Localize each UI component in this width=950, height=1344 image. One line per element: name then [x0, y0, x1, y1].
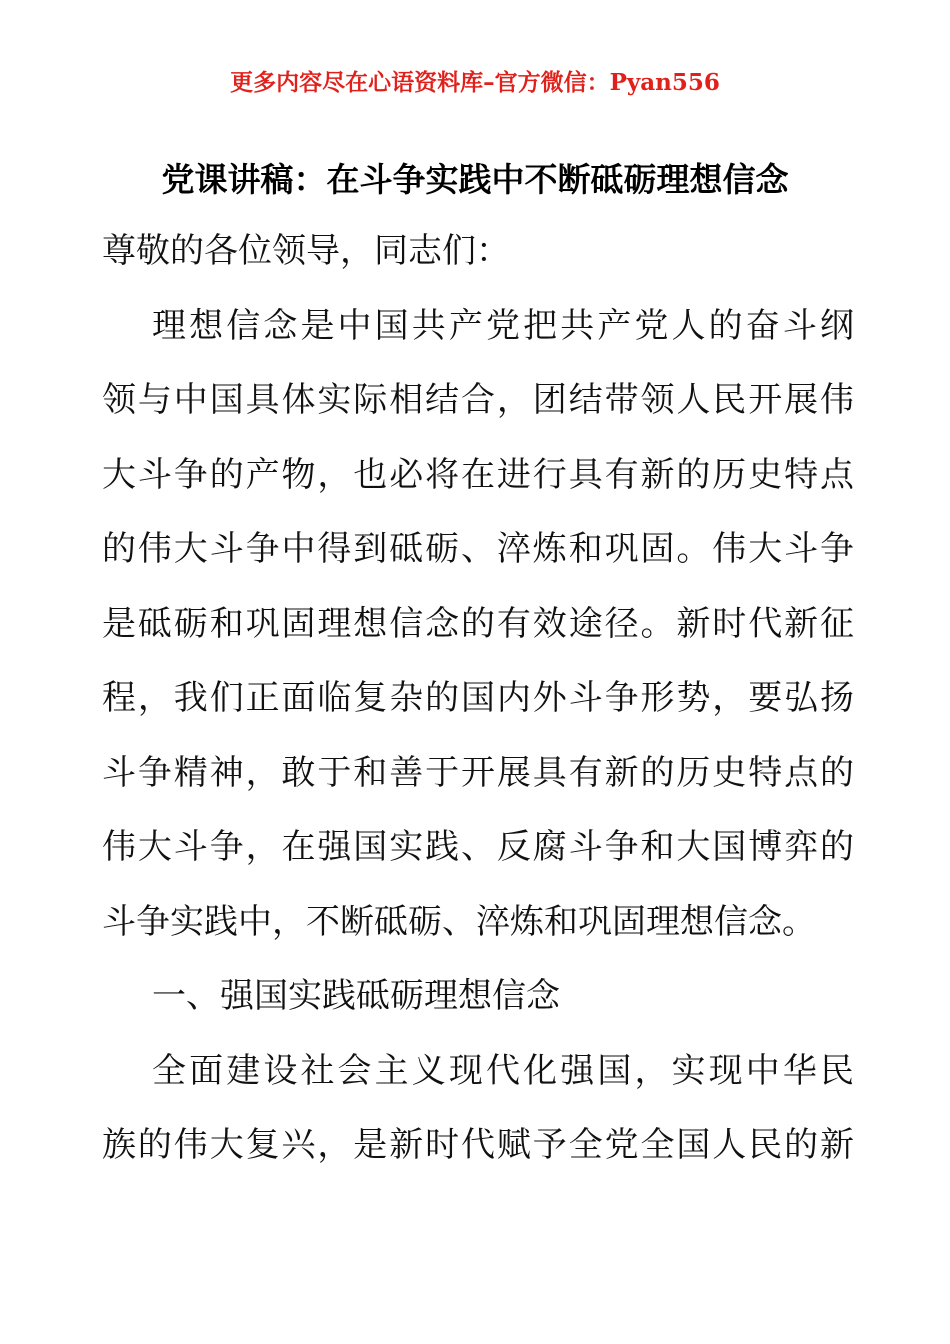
paragraph-line: 是砥砺和巩固理想信念的有效途径。新时代新征	[102, 603, 854, 644]
section-heading: 一、强国实践砥砺理想信念	[152, 976, 560, 1016]
paragraph-line: 全面建设社会主义现代化强国，实现中华民	[152, 1050, 854, 1091]
document-title: 党课讲稿：在斗争实践中不断砥砺理想信念	[161, 160, 789, 199]
paragraph-line: 族的伟大复兴，是新时代赋予全党全国人民的新	[102, 1125, 854, 1165]
paragraph-line: 理想信念是中国共产党把共产党人的奋斗纲	[152, 305, 854, 346]
paragraph-line: 斗争实践中，不断砥砺、淬炼和巩固理想信念。	[102, 901, 816, 942]
paragraph-line: 领与中国具体实际相结合，团结带领人民开展伟	[102, 380, 854, 420]
paragraph-line: 的伟大斗争中得到砥砺、淬炼和巩固。伟大斗争	[102, 529, 854, 569]
paragraph-line: 斗争精神，敢于和善于开展具有新的历史特点的	[102, 752, 854, 793]
paragraph-line: 程，我们正面临复杂的国内外斗争形势，要弘扬	[102, 678, 854, 718]
salutation: 尊敬的各位领导，同志们：	[102, 231, 510, 271]
document-body	[102, 214, 854, 1183]
header-banner: 更多内容尽在心语资料库–官方微信：Pyan556	[230, 69, 720, 96]
paragraph-line: 伟大斗争，在强国实践、反腐斗争和大国博弈的	[102, 827, 854, 867]
paragraph-line: 大斗争的产物，也必将在进行具有新的历史特点	[102, 454, 854, 495]
